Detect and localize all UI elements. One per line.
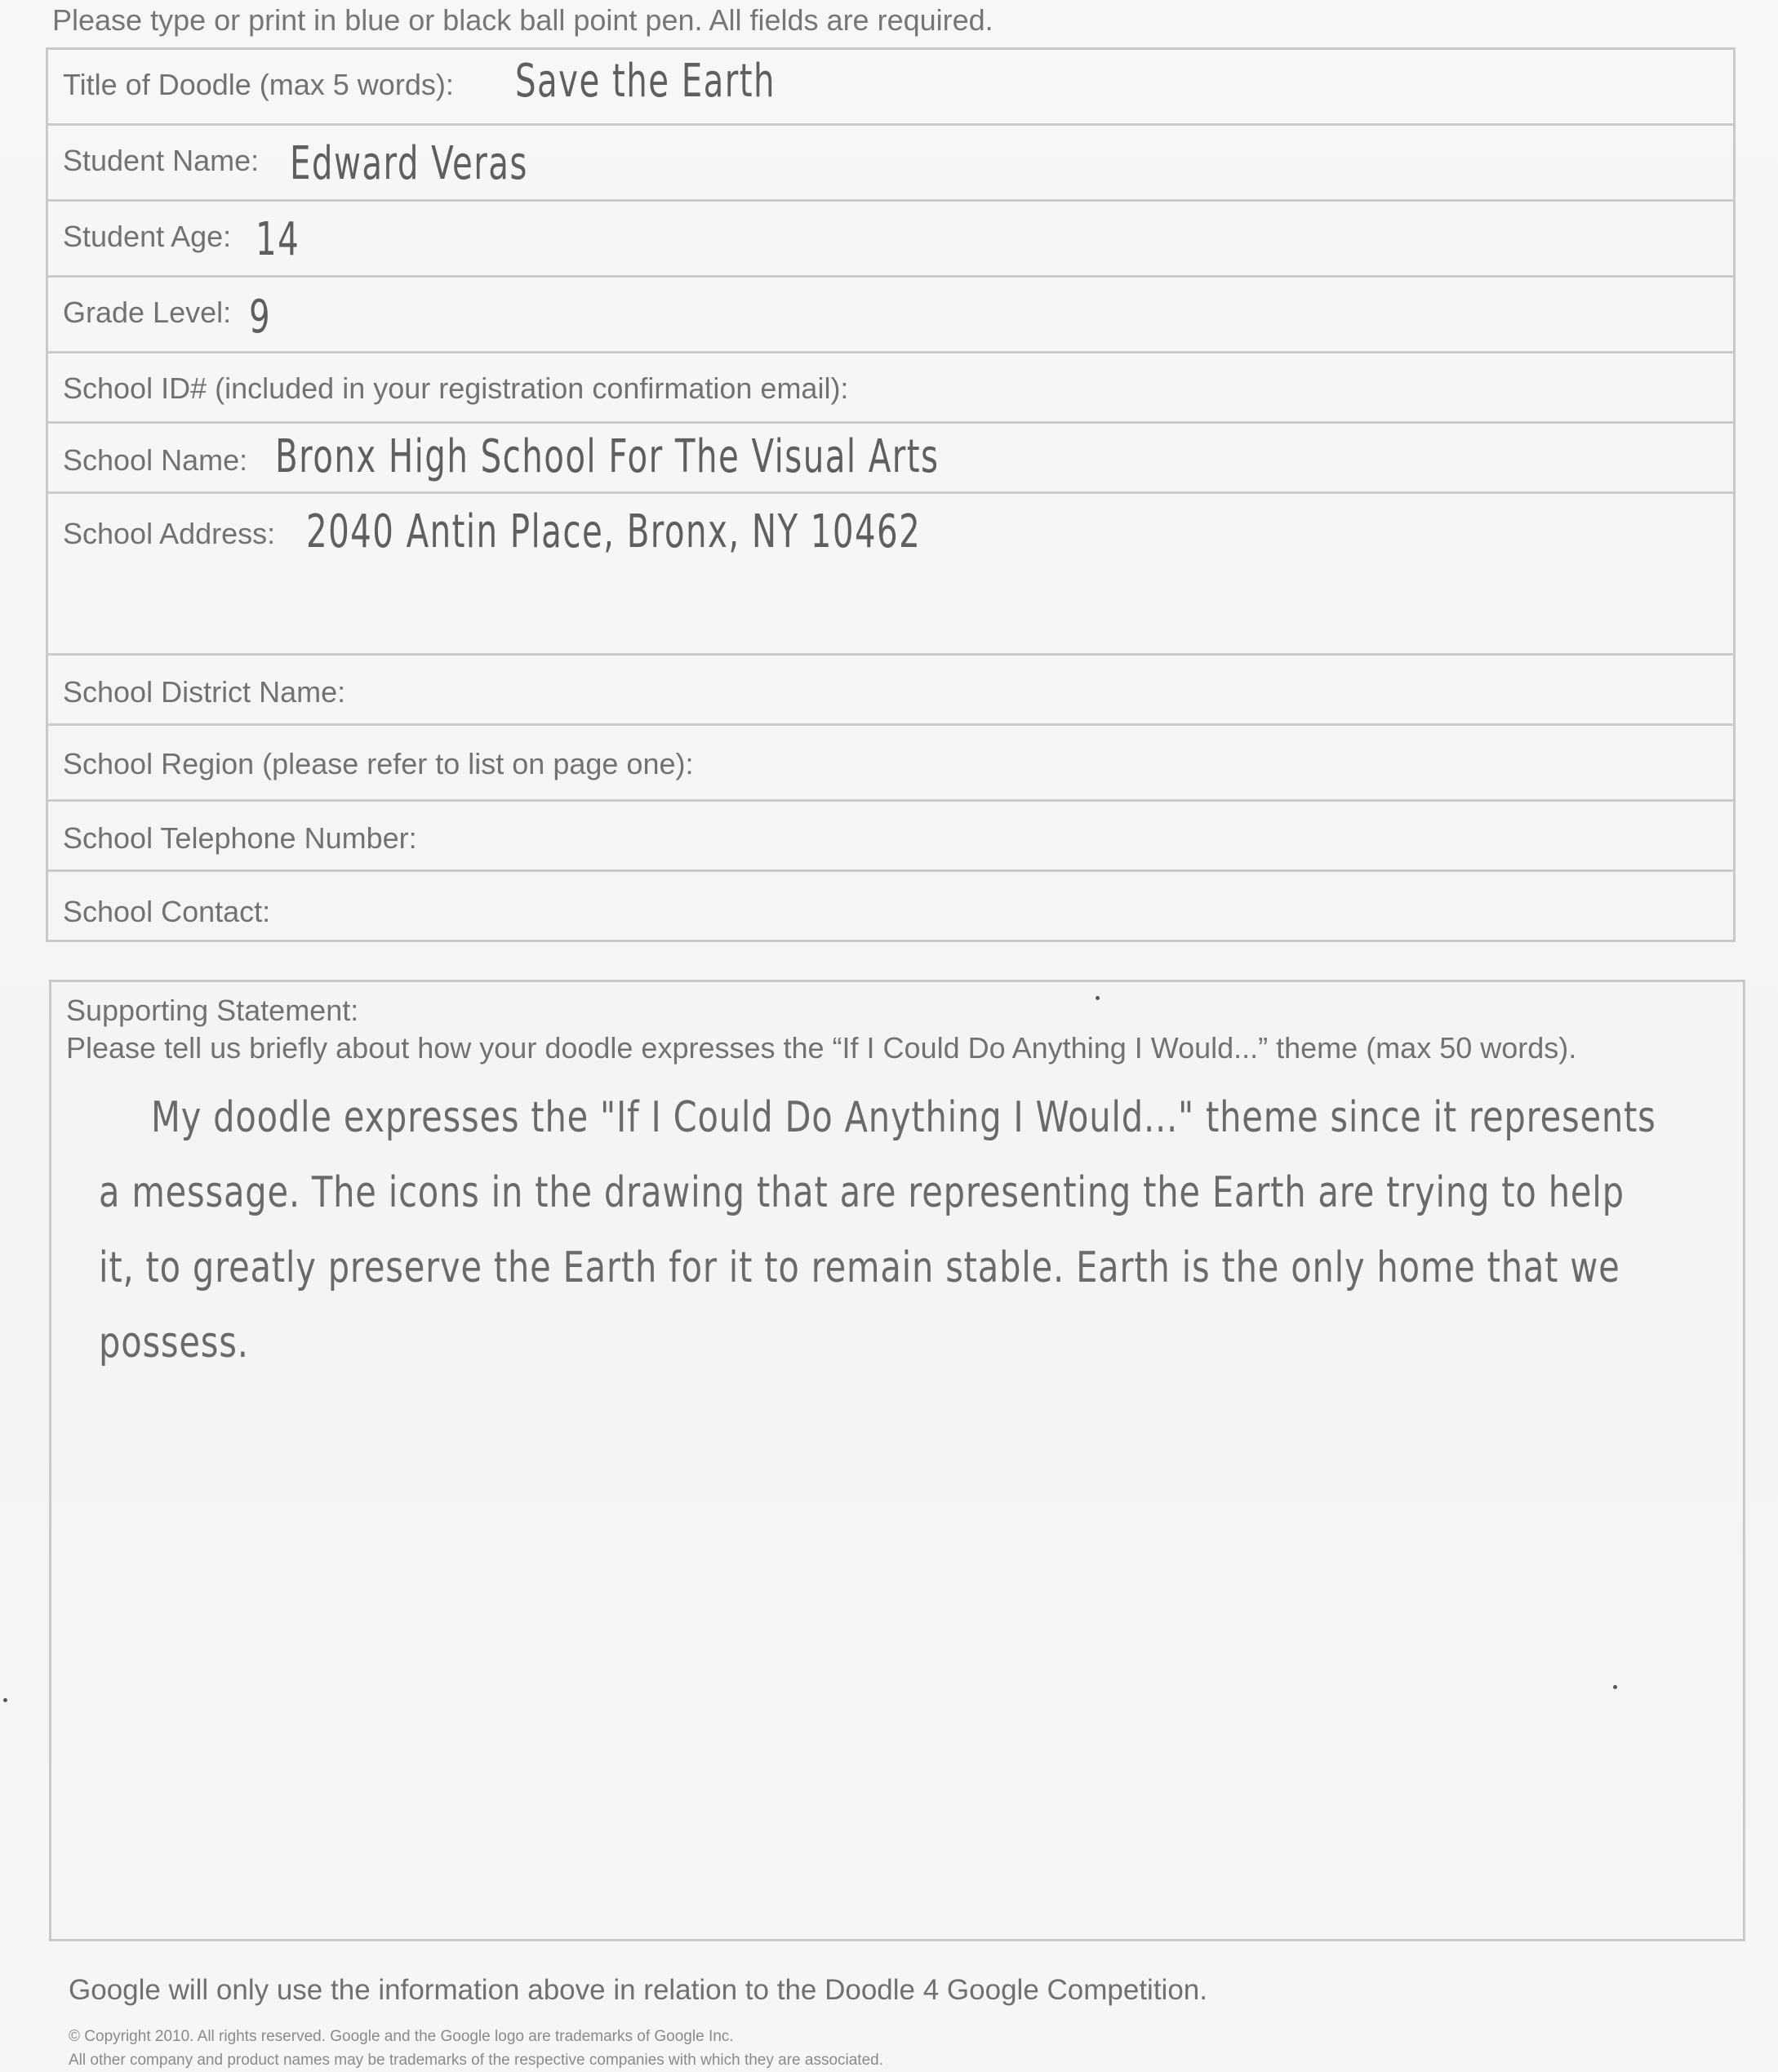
form-instructions: Please type or print in blue or black ball point pen. All fields are required. <box>52 3 993 37</box>
privacy-note: Google will only use the information above in relation to the Doodle 4 Google Competition. <box>69 1974 1207 2006</box>
school-address-value[interactable]: 2040 Antin Place, Bronx, NY 10462 <box>306 505 922 558</box>
field-row-doodle-title <box>48 50 1733 126</box>
student-name-label: Student Name: <box>63 144 260 177</box>
student-age-value[interactable]: 14 <box>256 213 300 266</box>
student-info-table <box>46 47 1736 942</box>
copyright-line-1: © Copyright 2010. All rights reserved. Google and the Google logo are trademarks of Google Inc. <box>69 2028 734 2045</box>
field-row-grade-level <box>48 278 1733 353</box>
school-id-label: School ID# (included in your registration confirmation email): <box>63 371 849 405</box>
student-name-value[interactable]: Edward Veras <box>290 137 528 190</box>
field-row-school-address <box>48 494 1733 656</box>
paper-speck <box>1613 1685 1617 1689</box>
school-region-label: School Region (please refer to list on page one): <box>63 747 694 780</box>
grade-level-value[interactable]: 9 <box>249 291 272 344</box>
school-address-label: School Address: <box>63 517 276 550</box>
field-row-student-age <box>48 202 1733 278</box>
field-row-school-name <box>48 424 1733 494</box>
school-telephone-label: School Telephone Number: <box>63 821 417 855</box>
student-age-label: Student Age: <box>63 220 232 253</box>
grade-level-label: Grade Level: <box>63 296 232 329</box>
supporting-statement-prompt: Please tell us briefly about how your doodle expresses the “If I Could Do Anything I Would...” theme (max 50 words). <box>66 1031 1577 1065</box>
paper-speck <box>3 1698 7 1702</box>
field-row-school-contact <box>48 872 1733 942</box>
school-contact-label: School Contact: <box>63 895 271 928</box>
supporting-statement-text[interactable]: My doodle expresses the "If I Could Do Anything I Would..." theme since it represents a message. The icons in the drawing that are representing the Earth are trying to help it, to greatly preserve the Earth for it to remain stable. Earth is the only home that we possess. <box>99 1093 1656 1367</box>
school-name-label: School Name: <box>63 443 248 477</box>
doodle-title-label: Title of Doodle (max 5 words): <box>63 68 454 101</box>
field-row-school-telephone <box>48 802 1733 872</box>
field-row-school-id <box>48 353 1733 424</box>
supporting-statement-label: Supporting Statement: <box>66 994 359 1027</box>
field-row-student-name <box>48 126 1733 202</box>
field-row-school-district <box>48 656 1733 726</box>
field-row-school-region <box>48 726 1733 802</box>
copyright-line-2: All other company and product names may be trademarks of the respective companies with which they are associated. <box>69 2052 884 2069</box>
paper-speck <box>1096 996 1100 1000</box>
doodle-title-value[interactable]: Save the Earth <box>515 55 776 108</box>
copyright-notice <box>69 2025 883 2072</box>
school-district-label: School District Name: <box>63 675 346 709</box>
school-name-value[interactable]: Bronx High School For The Visual Arts <box>275 430 940 483</box>
supporting-statement-box[interactable] <box>49 980 1745 1941</box>
